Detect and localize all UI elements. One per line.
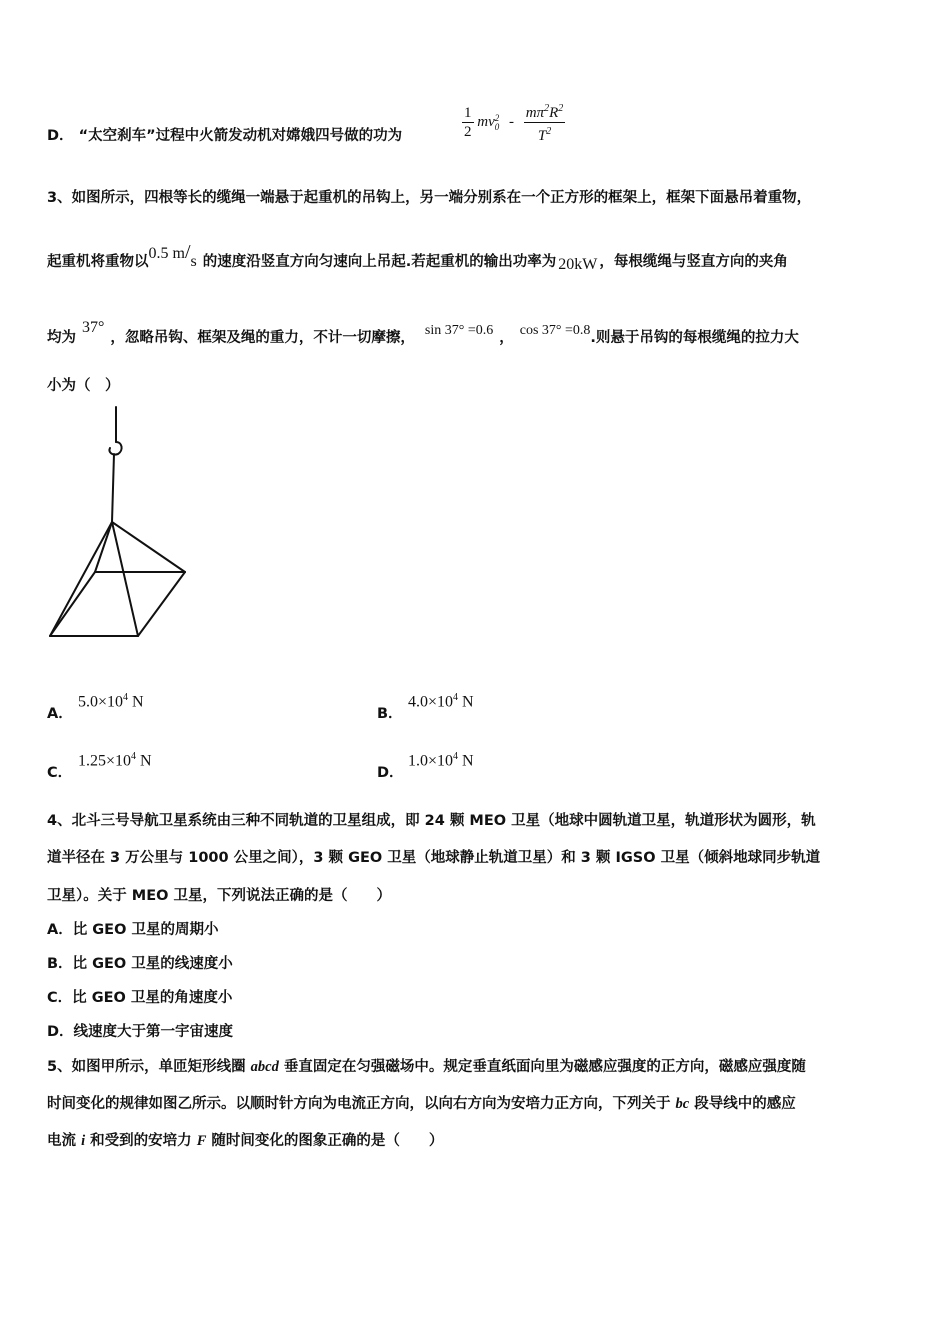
q4-line1: 4、北斗三号导航卫星系统由三种不同轨道的卫星组成，即 24 颗 MEO 卫星（地球中圆轨道卫星，轨道形状为圆形，轨	[47, 813, 816, 829]
angle-value: 37°	[82, 319, 105, 336]
q2-option-d-label: D．	[47, 128, 74, 144]
q3-option-a[interactable]: A．	[47, 706, 73, 722]
formula-term1: mv 2 0	[477, 112, 500, 132]
q5-line3: 电流 i 和受到的安培力 F 随时间变化的图象正确的是（ ）	[47, 1133, 444, 1149]
fraction-energy: $\frac{m\pi^2R^2}{T^2}$	[524, 100, 566, 145]
work-formula	[462, 100, 565, 145]
sin-value: sin 37° =0.6	[424, 323, 494, 338]
rope-front-right	[112, 522, 138, 636]
frame-right	[138, 572, 185, 636]
q3-option-a-value: $5.0\times 10^4$ N	[78, 692, 144, 711]
crane-pyramid-figure	[40, 404, 200, 649]
q4-option-d[interactable]: D．线速度大于第一宇宙速度	[47, 1024, 234, 1040]
q3-line4: 小为（ ）	[47, 378, 120, 394]
cos-value: cos 37° =0.8	[519, 323, 591, 338]
q2-option-d-text: “太空刹车”过程中火箭发动机对嫦娥四号做的功为	[78, 128, 403, 144]
main-rope	[112, 454, 114, 522]
q3-line1: 3、如图所示，四根等长的缆绳一端悬于起重机的吊钩上，另一端分别系在一个正方形的框架上，框架下面悬吊着重物，	[47, 190, 812, 206]
q5-line1: 5、如图甲所示，单匝矩形线圈 abcd 垂直固定在匀强磁场中。规定垂直纸面向里为磁感应强度的正方向，磁感应强度随	[47, 1059, 806, 1075]
q4-line3: 卫星）。关于 MEO 卫星，下列说法正确的是（ ）	[47, 888, 392, 904]
rope-back-right	[112, 522, 185, 572]
q3-line2: 起重机将重物以0.5 m/s 的速度沿竖直方向匀速向上吊起.若起重机的输出功率为 20kW ，每根缆绳与竖直方向的夹角	[47, 241, 788, 273]
speed-value: 0.5 m/s	[148, 241, 197, 270]
q4-line2: 道半径在 3 万公里与 1000 公里之间），3 颗 GEO 卫星（地球静止轨道卫星）和 3 颗 IGSO 卫星（倾斜地球同步轨道	[47, 850, 821, 866]
power-value: 20kW	[558, 256, 598, 273]
q3-option-c[interactable]: C．	[47, 765, 73, 781]
q3-option-b-value: $4.0\times 10^4$ N	[408, 692, 474, 711]
q2-option-d	[47, 124, 402, 145]
rope-front-left	[50, 522, 112, 636]
q3-line3: 均为37°，忽略吊钩、框架及绳的重力，不计一切摩擦， sin 37° =0.6 ， cos 37° =0.8.则悬于吊钩的每根缆绳的拉力大	[47, 319, 799, 346]
q3-option-c-value: $1.25\times 10^4$ N	[78, 751, 152, 770]
q4-option-a[interactable]: A．比 GEO 卫星的周期小	[47, 922, 219, 938]
frame-left	[50, 572, 95, 636]
q4-option-c[interactable]: C．比 GEO 卫星的角速度小	[47, 990, 233, 1006]
fraction-half: $\frac{1}{2}$	[464, 105, 472, 140]
q3-option-b[interactable]: B．	[377, 706, 403, 722]
hook-icon	[109, 442, 121, 455]
q3-option-d[interactable]: D．	[377, 765, 404, 781]
q4-option-b[interactable]: B．比 GEO 卫星的线速度小	[47, 956, 233, 972]
formula-minus: -	[509, 114, 514, 130]
q5-line2: 时间变化的规律如图乙所示。以顺时针方向为电流正方向，以向右方向为安培力正方向，下列关于 bc 段导线中的感应	[47, 1096, 796, 1112]
q3-option-d-value: $1.0\times 10^4$ N	[408, 751, 474, 770]
